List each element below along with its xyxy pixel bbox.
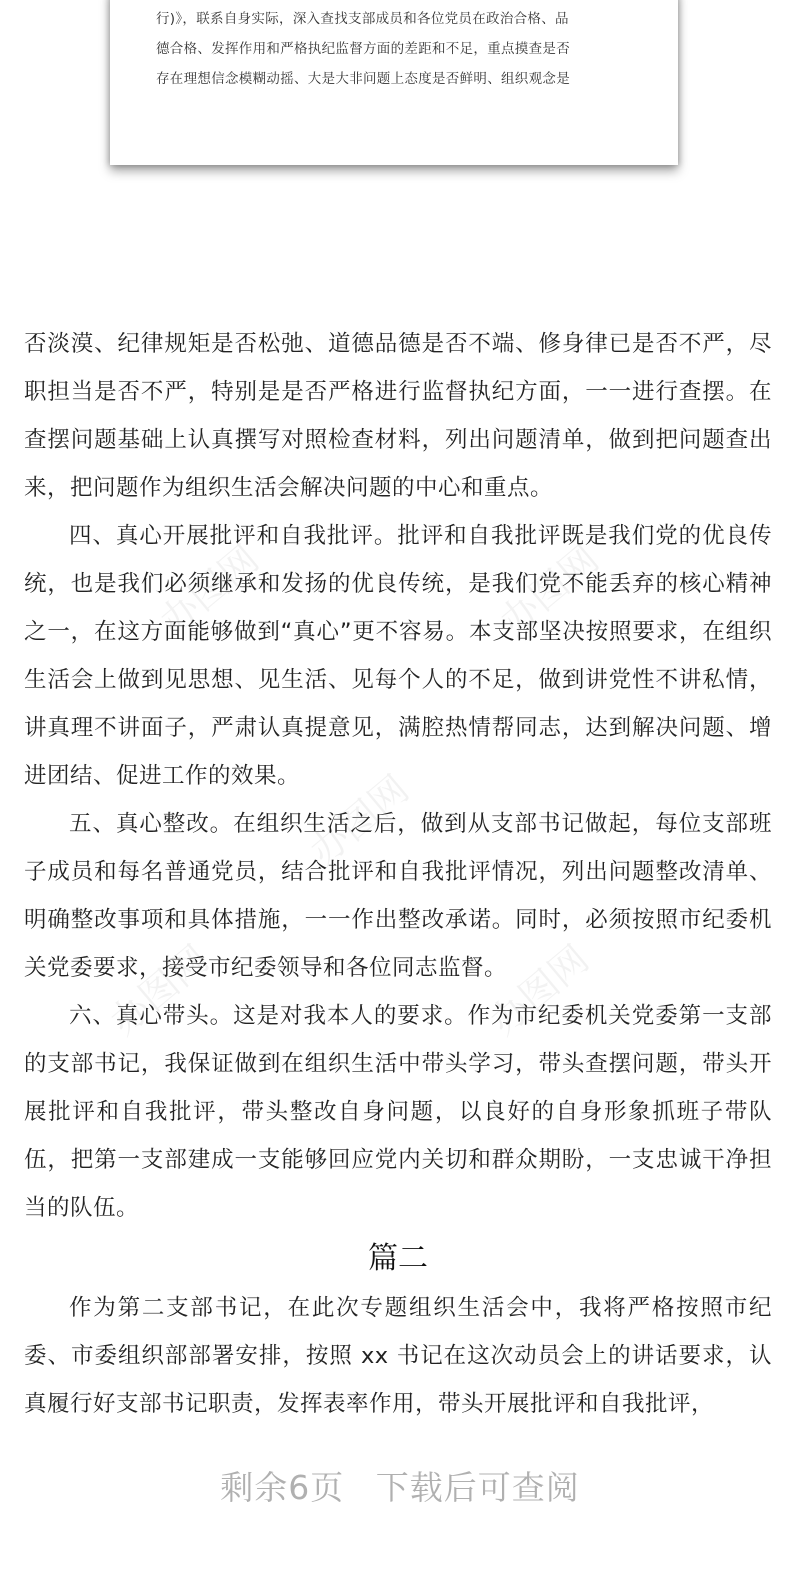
remaining-pages-label: 剩余6页 [220, 1468, 345, 1507]
preview-line: 德合格、发挥作用和严格执纪监督方面的差距和不足，重点摸查是否 [156, 41, 570, 57]
paragraph-4: 四、真心开展批评和自我批评。批评和自我批评既是我们党的优良传统，也是我们必须继承和发扬的优良传统，是我们党不能丢弃的核心精神之一，在这方面能够做到“真心”更不容易。本支部坚决按照要求，在组织生活会上做到见思想、见生活、见每个人的不足，做到讲党性不讲私情，讲真理不讲面子，严肃认真提意见，满腔热情帮同志，达到解决问题、增进团结、促进工作的效果。 [24, 523, 772, 789]
watermark-icon: 办图网 [151, 536, 268, 644]
paragraph-continued: 否淡漠、纪律规矩是否松弛、道德品德是否不端、修身律已是否不严，尽职担当是否不严，特别是是否严格进行监督执纪方面，一一进行查摆。在查摆问题基础上认真撰写对照检查材料，列出问题清单，做到把问题查出来，把问题作为组织生活会解决问题的中心和重点。 [24, 331, 772, 501]
paragraph-5: 五、真心整改。在组织生活之后，做到从支部书记做起，每位支部班子成员和每名普通党员，结合批评和自我批评情况，列出问题整改清单、明确整改事项和具体措施，一一作出整改承诺。同时，必须按照市纪委机关党委要求，接受市纪委领导和各位同志监督。 [24, 811, 772, 981]
section-title: 篇二 [368, 1241, 428, 1276]
watermark-icon: 办图网 [481, 936, 598, 1044]
download-prompt[interactable] [0, 1462, 800, 1509]
preview-line: 行)》，联系自身实际，深入查找支部成员和各位党员在政治合格、品 [156, 11, 569, 27]
download-hint-label: 下载后可查阅 [375, 1468, 580, 1507]
preview-page-card [110, 0, 678, 165]
preview-line: 存在理想信念模糊动摇、大是大非问题上态度是否鲜明、组织观念是 [156, 71, 570, 87]
article-body [24, 320, 772, 1428]
watermark-icon: 办图网 [101, 936, 218, 1044]
watermark-icon: 办图网 [491, 536, 608, 644]
watermark-icon: 办图网 [301, 766, 418, 874]
section-paragraph: 作为第二支部书记，在此次专题组织生活会中，我将严格按照市纪委、市委组织部部署安排，按照 xx 书记在这次动员会上的讲话要求，认真履行好支部书记职责，发挥表率作用，带头开展批评和自我批评， [24, 1295, 772, 1417]
paragraph-6: 六、真心带头。这是对我本人的要求。作为市纪委机关党委第一支部的支部书记，我保证做到在组织生活中带头学习，带头查摆问题，带头开展批评和自我批评，带头整改自身问题，以良好的自身形象抓班子带队伍，把第一支部建成一支能够回应党内关切和群众期盼，一支忠诚干净担当的队伍。 [24, 1003, 772, 1221]
